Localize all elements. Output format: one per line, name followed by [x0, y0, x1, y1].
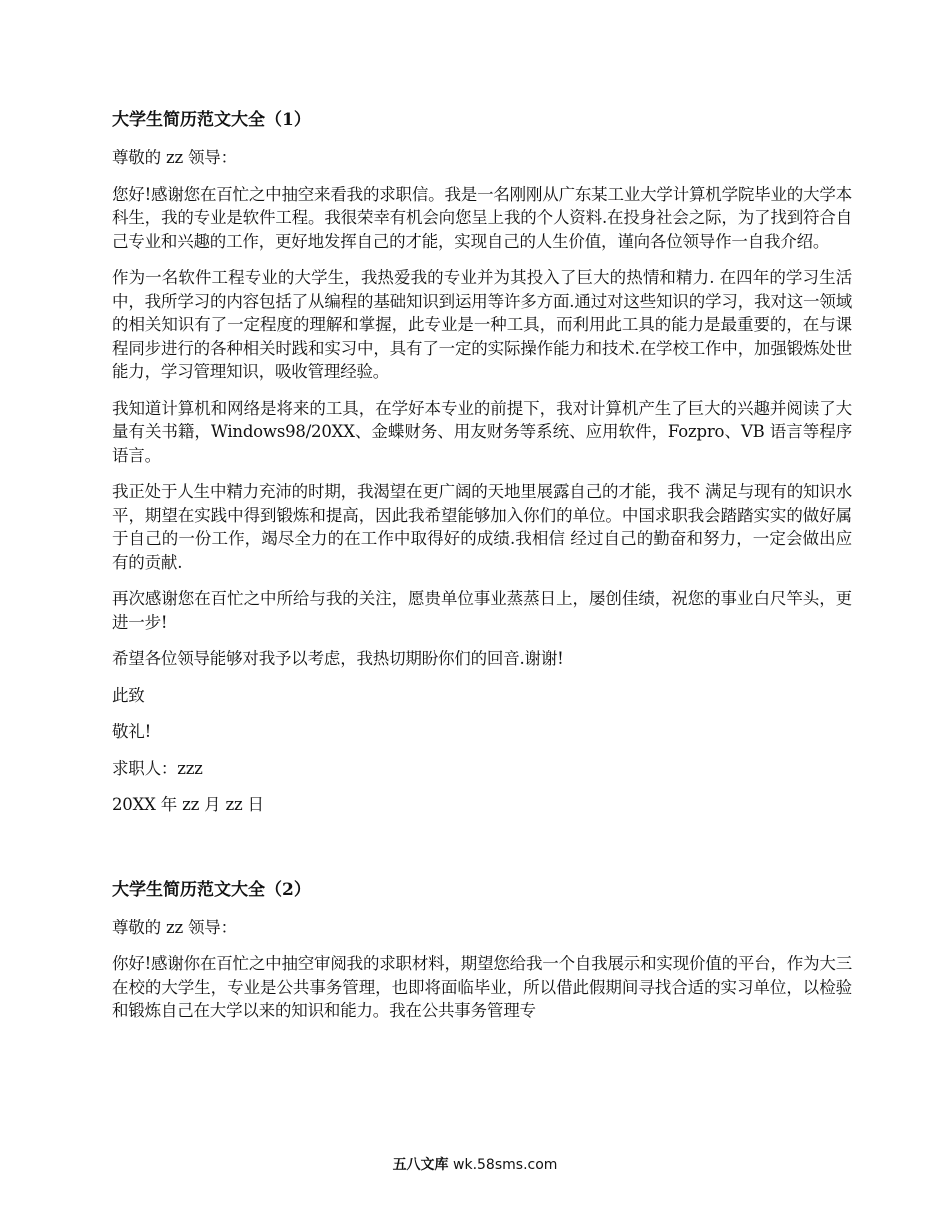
section-title: 大学生简历范文大全（2）	[112, 879, 311, 900]
paragraph: 再次感谢您在百忙之中所给与我的关注，愿贵单位事业蒸蒸日上，屡创佳绩，祝您的事业白尺竿头，更进一步!	[112, 589, 852, 632]
closing-line: 此致	[112, 685, 145, 705]
date: 20XX 年 zz 月 zz 日	[112, 795, 264, 814]
paragraph: 作为一名软件工程专业的大学生，我热爱我的专业并为其投入了巨大的热情和精力. 在四年的学习生活中，我所学习的内容包括了从编程的基础知识到运用等许多方面.通过对这些知识的学习，我对这一领域的相关知识有了一定程度的理解和掌握，此专业是一种工具，而利用此工具的能力是最重要的，在与课程同步进行的各种相关时践和实习中，具有了一定的实际操作能力和技术.在学校工作中，加强锻炼处世能力，学习管理知识，吸收管理经验。	[112, 268, 852, 381]
closing-line: 敬礼!	[112, 722, 152, 741]
footer-brand: 五八文库	[392, 1157, 449, 1173]
salutation: 尊敬的 zz 领导：	[112, 148, 237, 167]
paragraph: 我正处于人生中精力充沛的时期，我渴望在更广阔的天地里展露自己的才能，我不 满足与现有的知识水平，期望在实践中得到锻炼和提高，因此我希望能够加入你们的单位。中国求职我会踏踏实实的做好属于自己的一份工作，竭尽全力的在工作中取得好的成绩.我相信 经过自己的勤奋和努力，一定会做出应有的贡献.	[112, 482, 852, 572]
signature: 求职人：zzz	[112, 758, 203, 778]
paragraph: 希望各位领导能够对我予以考虑，我热切期盼你们的回音.谢谢!	[112, 649, 564, 668]
salutation: 尊敬的 zz 领导：	[112, 917, 237, 937]
section-2	[112, 878, 852, 1023]
document-body	[112, 108, 852, 1036]
section-gap	[112, 830, 852, 878]
footer-url[interactable]: wk.58sms.com	[453, 1157, 558, 1173]
paragraph: 我知道计算机和网络是将来的工具，在学好本专业的前提下，我对计算机产生了巨大的兴趣并阅读了大量有关书籍，Windows98/20XX、金蝶财务、用友财务等系统、应用软件，Fozpro、VB 语言等程序语言。	[112, 398, 852, 465]
paragraph: 您好!感谢您在百忙之中抽空来看我的求职信。我是一名刚刚从广东某工业大学计算机学院毕业的大学本科生，我的专业是软件工程。我很荣幸有机会向您呈上我的个人资料.在投身社会之际，为了找到符合自己专业和兴趣的工作，更好地发挥自己的才能，实现自己的人生价值，谨向各位领导作一自我介绍。	[112, 184, 852, 251]
section-title: 大学生简历范文大全（1）	[112, 110, 311, 130]
section-1	[112, 108, 852, 817]
paragraph: 你好!感谢你在百忙之中抽空审阅我的求职材料，期望您给我一个自我展示和实现价值的平台，作为大三在校的大学生，专业是公共事务管理，也即将面临毕业，所以借此假期间寻找合适的实习单位，以检验和锻炼自己在大学以来的知识和能力。我在公共事务管理专	[112, 954, 852, 1020]
page-footer	[0, 1155, 950, 1175]
